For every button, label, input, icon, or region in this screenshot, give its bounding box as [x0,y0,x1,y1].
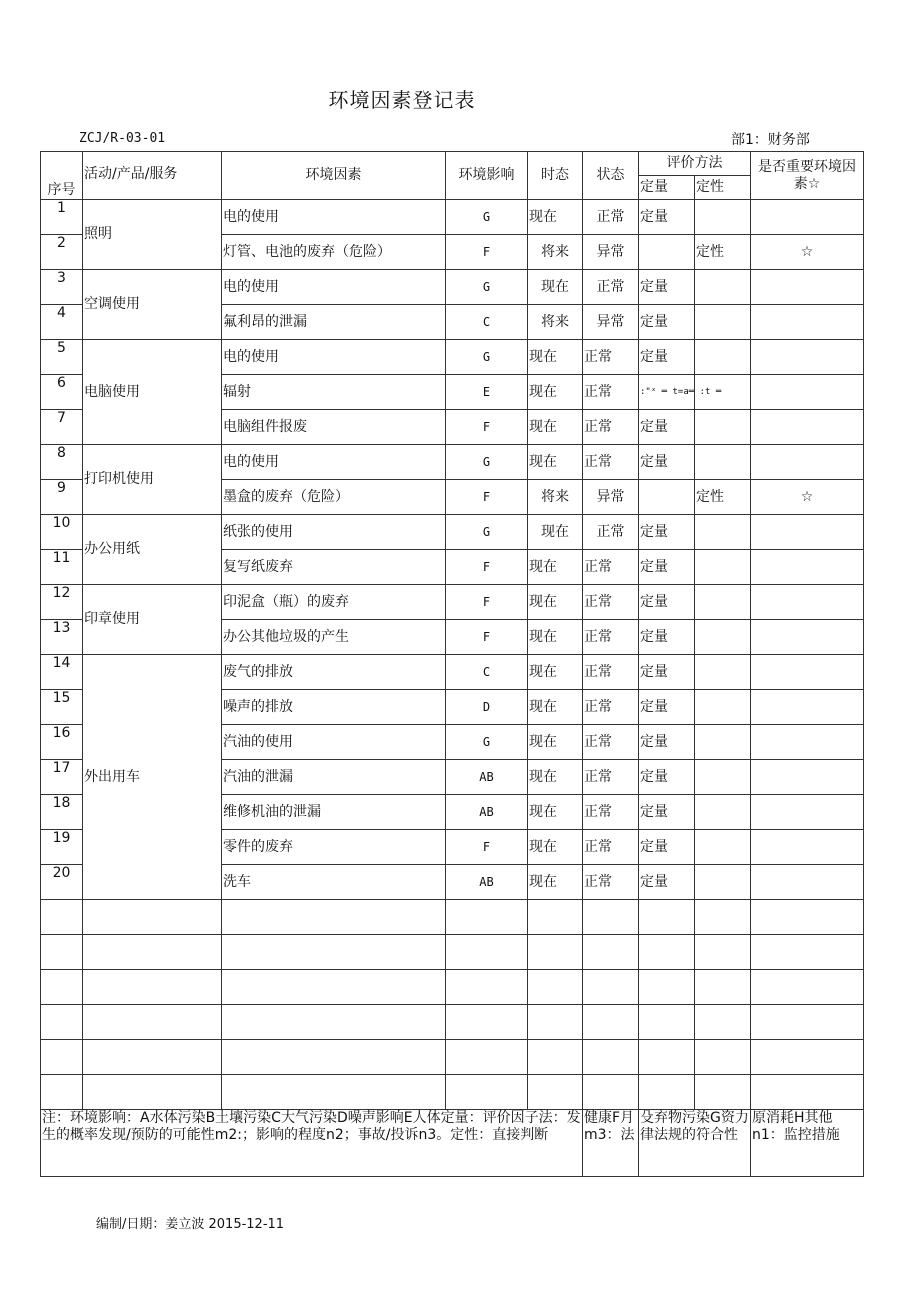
cell-impact: D [446,690,528,725]
cell-factor: 办公其他垃圾的产生 [222,620,446,655]
header-significant: 是否重要环境因素☆ [751,152,864,200]
cell-significant [751,620,864,655]
cell-significant [751,830,864,865]
cell-state: 正常 [583,340,639,375]
signature-line: 编制/日期：姜立波 2015-12-11 [96,1217,285,1232]
empty-cell [222,1040,446,1075]
empty-row [41,1040,864,1075]
cell-significant [751,200,864,235]
cell-state: 正常 [583,515,639,550]
empty-cell [41,935,83,970]
cell-impact: G [446,725,528,760]
cell-seq: 3 [41,270,83,305]
cell-qual [695,620,751,655]
cell-qual [695,410,751,445]
cell-factor: 零件的废弃 [222,830,446,865]
cell-significant [751,725,864,760]
empty-cell [751,1005,864,1040]
cell-qual [695,200,751,235]
cell-seq: 10 [41,515,83,550]
cell-state: 正常 [583,795,639,830]
cell-factor: 电的使用 [222,200,446,235]
cell-seq: 5 [41,340,83,375]
cell-state: 正常 [583,655,639,690]
cell-quant: 定量 [639,865,695,900]
cell-impact: E [446,375,528,410]
table-row [41,515,864,550]
cell-significant [751,865,864,900]
empty-cell [446,900,528,935]
cell-state: 正常 [583,445,639,480]
cell-seq: 15 [41,690,83,725]
empty-cell [528,1075,583,1110]
cell-state: 正常 [583,760,639,795]
empty-cell [446,1075,528,1110]
cell-quant [639,235,695,270]
register-table [40,151,864,1177]
cell-state: 正常 [583,725,639,760]
cell-qual [695,865,751,900]
empty-cell [639,935,695,970]
cell-seq: 19 [41,830,83,865]
empty-row [41,1005,864,1040]
empty-cell [751,1040,864,1075]
cell-tense: 现在 [528,795,583,830]
cell-seq: 7 [41,410,83,445]
cell-significant [751,375,864,410]
cell-activity: 印章使用 [83,585,222,655]
cell-tense: 现在 [528,200,583,235]
cell-tense: 将来 [528,305,583,340]
cell-quant: 定量 [639,515,695,550]
empty-cell [83,900,222,935]
cell-impact: AB [446,795,528,830]
cell-quant: 定量 [639,830,695,865]
cell-significant [751,550,864,585]
cell-quant: 定量 [639,550,695,585]
cell-state: 正常 [583,620,639,655]
empty-cell [583,1075,639,1110]
cell-significant [751,690,864,725]
cell-quant: 定量 [639,585,695,620]
cell-qual [695,725,751,760]
cell-qual [695,690,751,725]
cell-impact: G [446,340,528,375]
header-seq: 序号 [41,152,83,200]
cell-state: 异常 [583,305,639,340]
table-row [41,270,864,305]
cell-seq: 1 [41,200,83,235]
empty-row [41,1075,864,1110]
empty-cell [222,900,446,935]
table-row [41,200,864,235]
cell-seq: 8 [41,445,83,480]
table-body [41,152,864,1177]
cell-tense: 现在 [528,690,583,725]
cell-tense: 将来 [528,480,583,515]
cell-qual: 定性 [695,480,751,515]
cell-factor: 洗车 [222,865,446,900]
cell-activity: 外出用车 [83,655,222,900]
empty-cell [583,970,639,1005]
cell-state: 正常 [583,270,639,305]
header-qual: 定性 [695,176,751,200]
note-col5: 健康F月m3：法 [583,1110,639,1177]
cell-significant [751,795,864,830]
empty-cell [446,1005,528,1040]
cell-state: 正常 [583,410,639,445]
empty-cell [695,1075,751,1110]
empty-cell [751,900,864,935]
cell-qual [695,445,751,480]
empty-cell [695,970,751,1005]
empty-cell [41,1005,83,1040]
cell-factor: 电脑组件报废 [222,410,446,445]
header-activity: 活动/产品/服务 [83,152,222,200]
empty-cell [695,1040,751,1075]
cell-state: 正常 [583,865,639,900]
cell-impact: F [446,480,528,515]
empty-cell [83,1005,222,1040]
cell-qual: 定性 [695,235,751,270]
cell-qual [695,340,751,375]
cell-activity: 照明 [83,200,222,270]
note-main: 注：环境影响：A水体污染B土壤污染C大气污染D噪声影响E人体定量：评价因子法：发生的概率发现/预防的可能性m2:；影响的程度n2；事故/投诉n3。定性：直接判断 [41,1110,583,1177]
cell-factor: 汽油的泄漏 [222,760,446,795]
cell-tense: 现在 [528,375,583,410]
cell-significant [751,515,864,550]
empty-cell [41,1040,83,1075]
cell-quant: 定量 [639,690,695,725]
cell-seq: 17 [41,760,83,795]
cell-seq: 14 [41,655,83,690]
cell-state: 正常 [583,550,639,585]
cell-state: 正常 [583,690,639,725]
cell-qual [695,655,751,690]
cell-impact: F [446,830,528,865]
empty-cell [639,1005,695,1040]
cell-factor: 印泥盒（瓶）的废弃 [222,585,446,620]
empty-cell [222,1075,446,1110]
cell-impact: C [446,305,528,340]
cell-factor: 噪声的排放 [222,690,446,725]
cell-quant: :"ˣ ═ t=a═ :t ═ [639,375,695,410]
header-row-1 [41,152,864,176]
cell-impact: F [446,585,528,620]
cell-tense: 现在 [528,445,583,480]
cell-significant [751,340,864,375]
cell-factor: 氟利昂的泄漏 [222,305,446,340]
header-factor: 环境因素 [222,152,446,200]
empty-cell [583,1005,639,1040]
empty-cell [446,935,528,970]
empty-cell [751,935,864,970]
note-col9: 原消耗H其他n1：监控措施 [751,1110,864,1177]
cell-quant: 定量 [639,725,695,760]
cell-state: 正常 [583,375,639,410]
cell-seq: 13 [41,620,83,655]
empty-cell [528,970,583,1005]
cell-significant [751,760,864,795]
cell-impact: F [446,235,528,270]
cell-impact: F [446,410,528,445]
cell-seq: 16 [41,725,83,760]
cell-tense: 现在 [528,655,583,690]
cell-tense: 现在 [528,550,583,585]
empty-cell [583,1040,639,1075]
cell-state: 正常 [583,830,639,865]
empty-cell [528,900,583,935]
cell-state: 正常 [583,585,639,620]
cell-quant: 定量 [639,410,695,445]
cell-significant [751,270,864,305]
empty-cell [695,900,751,935]
cell-significant [751,445,864,480]
cell-activity: 打印机使用 [83,445,222,515]
cell-quant [639,480,695,515]
cell-seq: 2 [41,235,83,270]
empty-cell [695,935,751,970]
cell-tense: 现在 [528,830,583,865]
header-impact: 环境影响 [446,152,528,200]
cell-impact: F [446,550,528,585]
empty-cell [446,1040,528,1075]
cell-impact: G [446,515,528,550]
cell-qual [695,830,751,865]
note-col7: 殳弃物污染G资力律法规的符合性 [639,1110,751,1177]
cell-factor: 废气的排放 [222,655,446,690]
cell-significant: ☆ [751,480,864,515]
cell-qual [695,305,751,340]
cell-seq: 9 [41,480,83,515]
cell-seq: 18 [41,795,83,830]
cell-quant: 定量 [639,760,695,795]
empty-cell [528,1005,583,1040]
cell-factor: 汽油的使用 [222,725,446,760]
empty-cell [639,900,695,935]
cell-factor: 辐射 [222,375,446,410]
cell-state: 异常 [583,235,639,270]
header-state: 状态 [583,152,639,200]
note-row [41,1110,864,1177]
cell-significant [751,410,864,445]
empty-cell [83,1075,222,1110]
cell-tense: 现在 [528,410,583,445]
department-label: 部1：财务部 [731,132,810,148]
cell-impact: C [446,655,528,690]
empty-cell [751,970,864,1005]
empty-row [41,970,864,1005]
empty-row [41,935,864,970]
cell-quant: 定量 [639,270,695,305]
cell-tense: 现在 [528,270,583,305]
cell-significant: ☆ [751,235,864,270]
table-row [41,655,864,690]
empty-row [41,900,864,935]
empty-cell [639,1040,695,1075]
cell-factor: 灯管、电池的废弃（危险） [222,235,446,270]
cell-factor: 纸张的使用 [222,515,446,550]
cell-qual [695,795,751,830]
empty-cell [528,935,583,970]
cell-seq: 11 [41,550,83,585]
cell-qual [695,270,751,305]
header-tense: 时态 [528,152,583,200]
cell-activity: 空调使用 [83,270,222,340]
cell-impact: G [446,270,528,305]
cell-seq: 6 [41,375,83,410]
cell-tense: 现在 [528,865,583,900]
table-row [41,445,864,480]
empty-cell [83,935,222,970]
empty-cell [583,900,639,935]
header-eval: 评价方法 [639,152,751,176]
cell-quant: 定量 [639,305,695,340]
cell-factor: 电的使用 [222,340,446,375]
cell-impact: AB [446,865,528,900]
cell-qual [695,585,751,620]
cell-state: 异常 [583,480,639,515]
empty-cell [446,970,528,1005]
cell-tense: 现在 [528,760,583,795]
cell-tense: 现在 [528,620,583,655]
cell-tense: 现在 [528,340,583,375]
form-code: ZCJ/R-03-01 [79,131,166,146]
empty-cell [41,900,83,935]
empty-cell [222,935,446,970]
cell-seq: 4 [41,305,83,340]
header-quant: 定量 [639,176,695,200]
cell-impact: G [446,445,528,480]
cell-quant: 定量 [639,200,695,235]
table-row [41,340,864,375]
empty-cell [41,1075,83,1110]
empty-cell [528,1040,583,1075]
empty-cell [583,935,639,970]
cell-quant: 定量 [639,445,695,480]
empty-cell [83,970,222,1005]
empty-cell [639,1075,695,1110]
cell-factor: 墨盒的废弃（危险） [222,480,446,515]
cell-tense: 现在 [528,585,583,620]
cell-significant [751,305,864,340]
cell-factor: 电的使用 [222,270,446,305]
cell-quant: 定量 [639,795,695,830]
cell-impact: G [446,200,528,235]
cell-qual [695,550,751,585]
empty-cell [222,970,446,1005]
cell-factor: 电的使用 [222,445,446,480]
empty-cell [695,1005,751,1040]
empty-cell [83,1040,222,1075]
cell-significant [751,585,864,620]
cell-significant [751,655,864,690]
empty-cell [222,1005,446,1040]
cell-qual [695,760,751,795]
cell-tense: 现在 [528,725,583,760]
page-title: 环境因素登记表 [328,88,476,112]
cell-seq: 20 [41,865,83,900]
cell-tense: 现在 [528,515,583,550]
cell-quant: 定量 [639,620,695,655]
empty-cell [639,970,695,1005]
cell-activity: 电脑使用 [83,340,222,445]
cell-quant: 定量 [639,655,695,690]
table-row [41,585,864,620]
cell-seq: 12 [41,585,83,620]
cell-impact: AB [446,760,528,795]
empty-cell [751,1075,864,1110]
cell-factor: 维修机油的泄漏 [222,795,446,830]
cell-tense: 将来 [528,235,583,270]
cell-state: 正常 [583,200,639,235]
cell-quant: 定量 [639,340,695,375]
cell-impact: F [446,620,528,655]
empty-cell [41,970,83,1005]
cell-qual [695,515,751,550]
cell-factor: 复写纸废弃 [222,550,446,585]
cell-activity: 办公用纸 [83,515,222,585]
